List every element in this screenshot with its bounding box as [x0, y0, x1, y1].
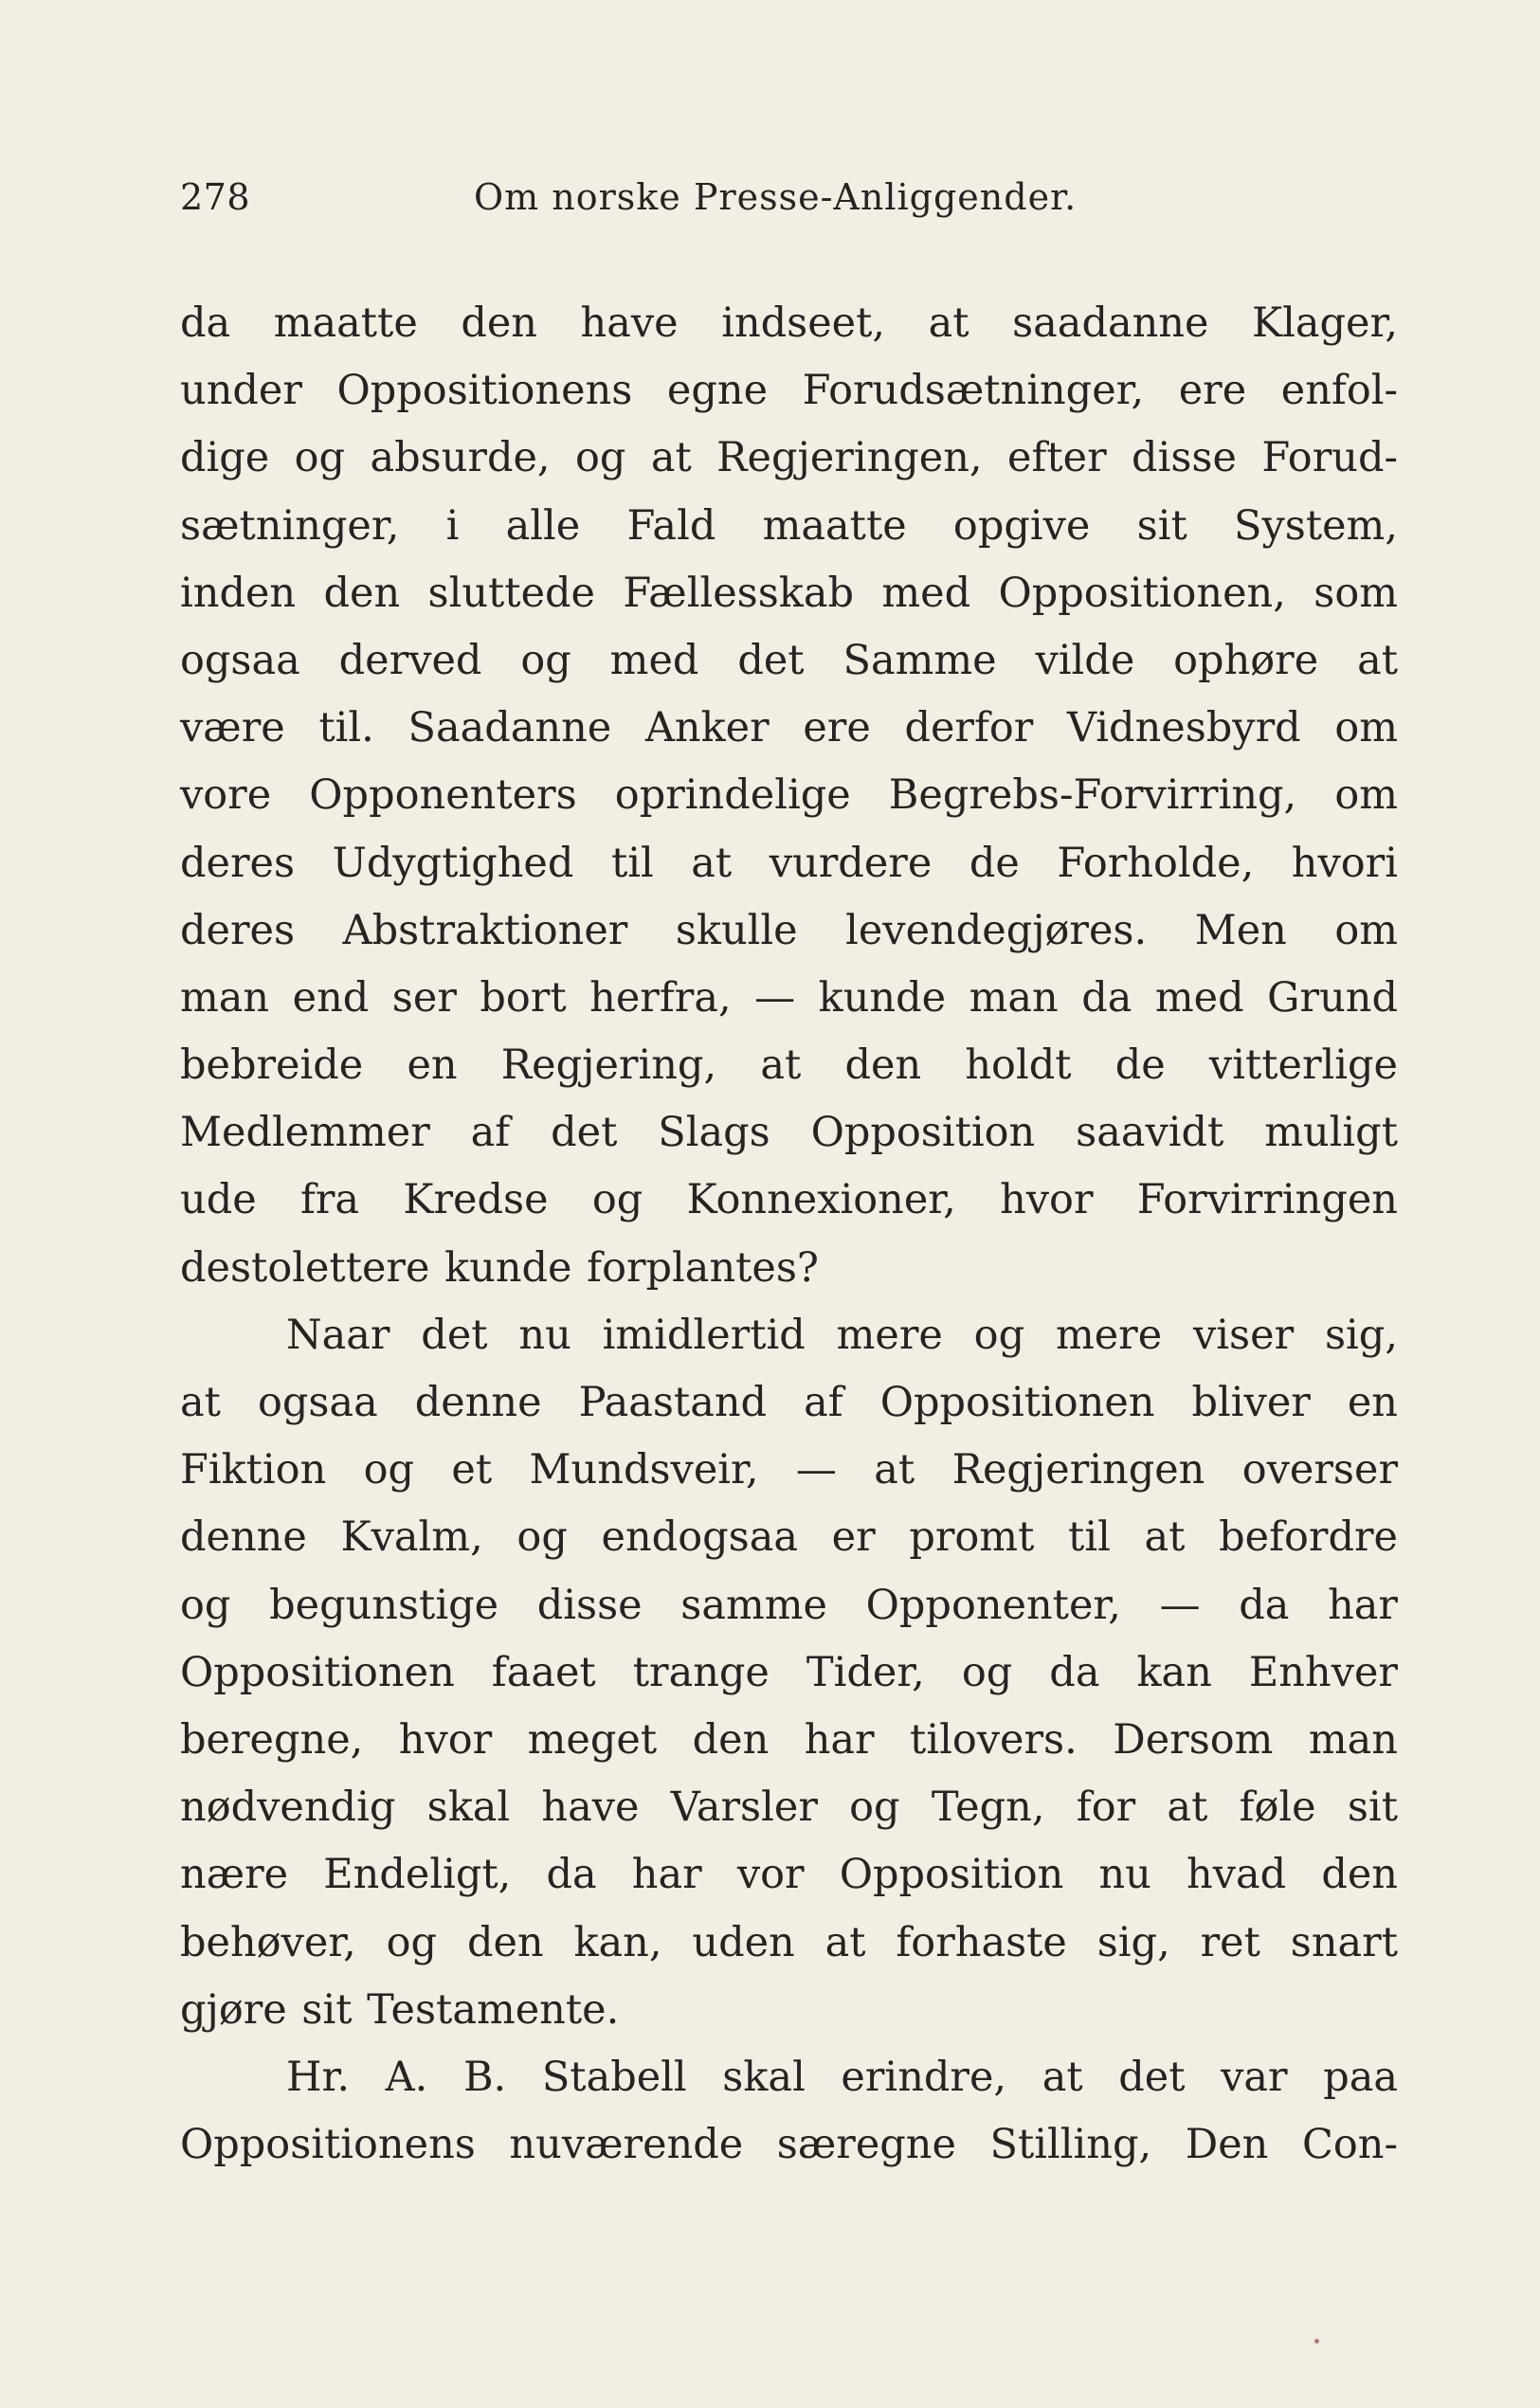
ink-speck	[1314, 2339, 1319, 2344]
text-line: man end ser bort herfra, — kunde man da med Grund	[180, 973, 1398, 1022]
text-line: ogsaa derved og med det Samme vilde ophøre at	[180, 636, 1398, 684]
text-line: under Oppositionens egne Forudsætninger, ere enfol-	[180, 367, 1398, 415]
text-line: dige og absurde, og at Regjeringen, efter disse Forud-	[180, 434, 1398, 482]
text-line: deres Udygtighed til at vurdere de Forholde, hvori	[180, 839, 1398, 887]
text-line: deres Abstraktioner skulle levendegjøres. Men om	[180, 906, 1398, 954]
text-line: beregne, hvor meget den har tilovers. Dersom man	[180, 1715, 1398, 1764]
text-line: inden den sluttede Fællesskab med Oppositionen, som	[180, 569, 1398, 617]
text-line: behøver, og den kan, uden at forhaste sig, ret snart	[180, 1918, 1398, 1966]
text-line: Fiktion og et Mundsveir, — at Regjeringen overser	[180, 1446, 1398, 1494]
text-line: gjøre sit Testamente.	[180, 1985, 620, 2034]
text-line: da maatte den have indseet, at saadanne Klager,	[180, 299, 1398, 347]
text-line: at ogsaa denne Paastand af Oppositionen bliver en	[180, 1379, 1398, 1426]
text-line: nære Endeligt, da har vor Opposition nu hvad den	[180, 1851, 1398, 1899]
text-line: Oppositionen faaet trange Tider, og da kan Enhver	[180, 1648, 1398, 1696]
page-number: 278	[180, 176, 251, 218]
text-line: nødvendig skal have Varsler og Tegn, for at føle sit	[180, 1783, 1398, 1832]
text-line: bebreide en Regjering, at den holdt de vitterlige	[180, 1041, 1398, 1090]
text-line: Oppositionens nuværende særegne Stilling, Den Con-	[180, 2121, 1398, 2169]
text-line: destolettere kunde forplantes?	[180, 1243, 819, 1292]
body-text	[180, 290, 1398, 2179]
text-line: være til. Saadanne Anker ere derfor Vidnesbyrd om	[180, 704, 1398, 752]
running-title: Om norske Presse-Anliggender.	[474, 176, 1078, 218]
text-line: ude fra Kredse og Konnexioner, hvor Forvirringen	[180, 1176, 1398, 1224]
text-line: og begunstige disse samme Opponenter, — da har	[180, 1581, 1398, 1629]
text-line: Medlemmer af det Slags Opposition saavidt muligt	[180, 1109, 1398, 1157]
text-line: vore Opponenters oprindelige Begrebs-Forvirring, om	[180, 771, 1398, 820]
text-line: denne Kvalm, og endogsaa er promt til at befordre	[180, 1513, 1398, 1562]
text-line: sætninger, i alle Fald maatte opgive sit System,	[180, 501, 1398, 550]
text-line: Naar det nu imidlertid mere og mere viser sig,	[286, 1311, 1398, 1359]
text-line: Hr. A. B. Stabell skal erindre, at det var paa	[286, 2053, 1398, 2101]
page-header	[180, 169, 1090, 226]
